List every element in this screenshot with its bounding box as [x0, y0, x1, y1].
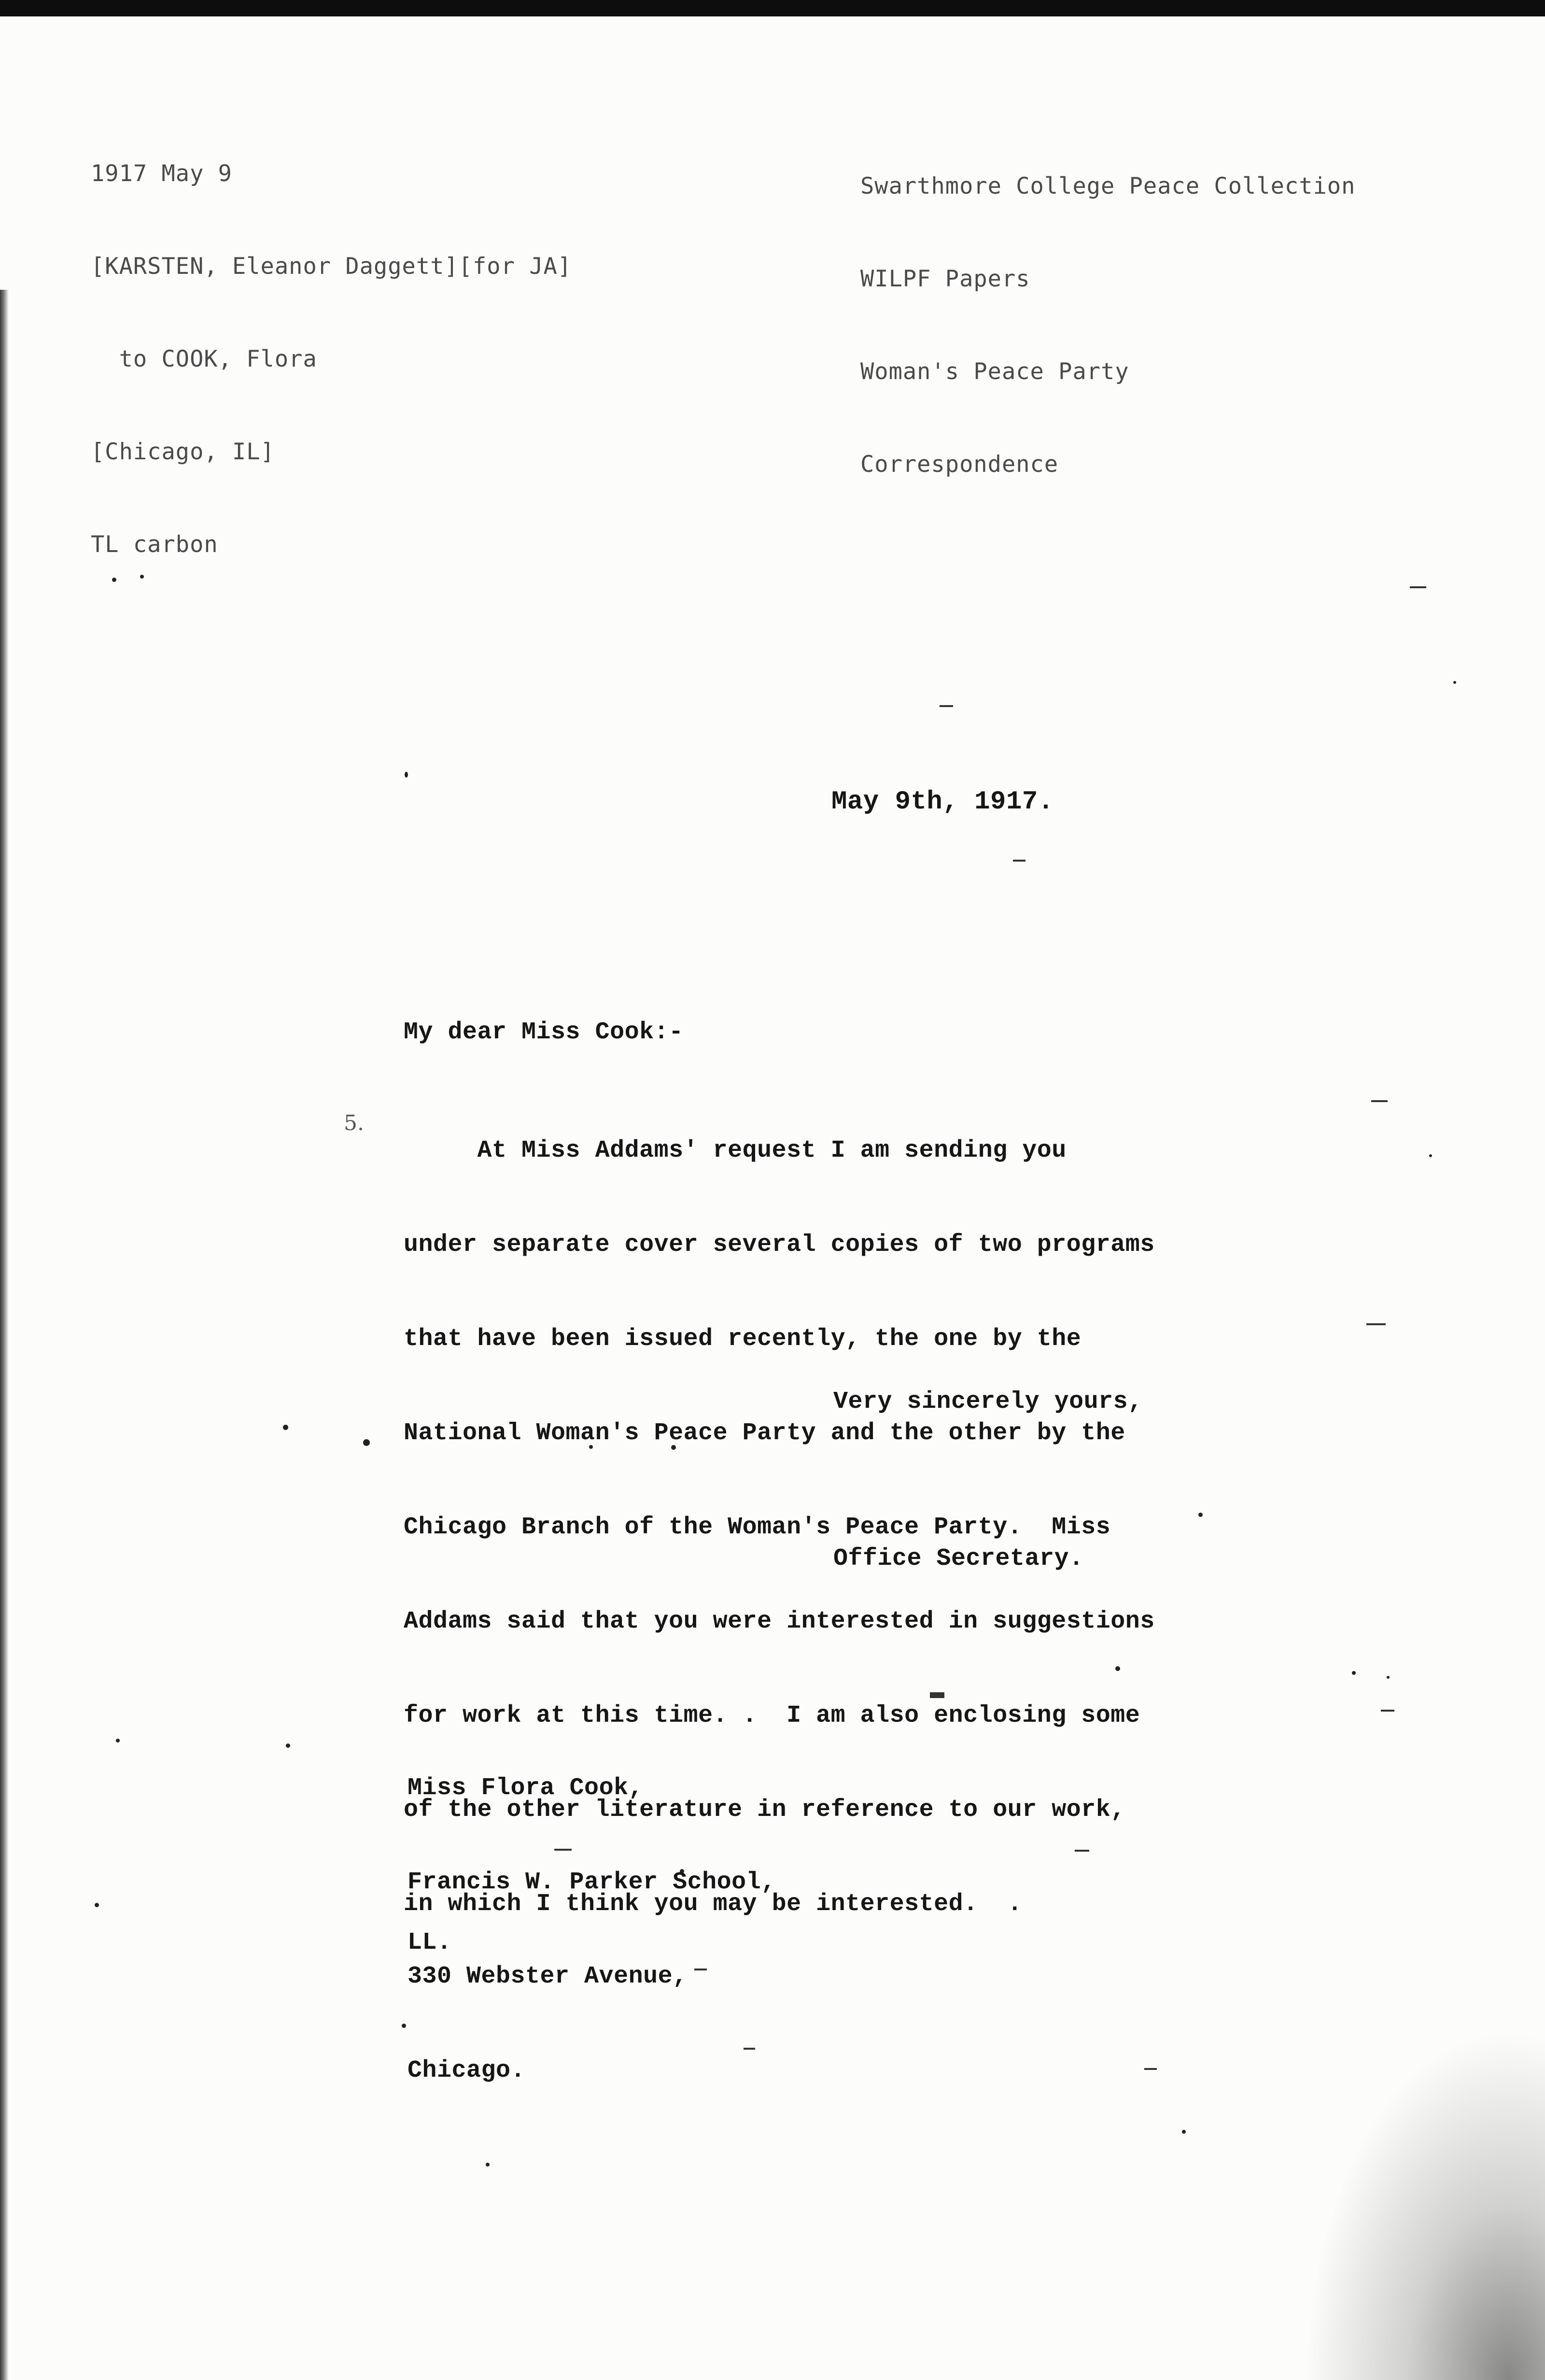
address-line: Miss Flora Cook,	[407, 1774, 644, 1802]
citation-place: [Chicago, IL]	[91, 439, 275, 465]
collection-name: Swarthmore College Peace Collection	[860, 173, 1356, 199]
citation-recipient: to COOK, Flora	[91, 346, 317, 372]
body-line: under separate cover several copies of two programs	[404, 1231, 1155, 1259]
typist-initials: LL.	[407, 1929, 452, 1956]
citation-date: 1917 May 9	[91, 160, 232, 187]
scan-corner-shadow	[1304, 2028, 1545, 2380]
address-line: 330 Webster Avenue,	[407, 1963, 688, 1990]
recipient-address	[407, 1710, 776, 2149]
archival-citation	[91, 97, 572, 622]
address-line: Chicago.	[407, 2057, 526, 2084]
letter-date: May 9th, 1917.	[831, 787, 1054, 817]
body-line: that have been issued recently, the one by the	[404, 1325, 1082, 1353]
collection-subseries: Woman's Peace Party	[860, 358, 1129, 385]
body-line: Addams said that you were interested in suggestions	[404, 1608, 1155, 1635]
collection-folder: Correspondence	[860, 451, 1059, 478]
letter-closing: Very sincerely yours,	[833, 1388, 1143, 1416]
collection-series: WILPF Papers	[860, 266, 1030, 292]
citation-type: TL carbon	[91, 531, 218, 558]
archival-collection	[860, 109, 1355, 542]
letter-salutation: My dear Miss Cook:-	[404, 1019, 684, 1046]
scan-top-border	[0, 0, 1545, 16]
address-line: Francis W. Parker School,	[407, 1869, 776, 1896]
citation-author: [KARSTEN, Eleanor Daggett][for JA]	[91, 253, 572, 280]
letter-signature: Office Secretary.	[833, 1545, 1084, 1572]
body-line: for work at this time. . I am also enclosing some	[404, 1702, 1140, 1729]
margin-pencil-mark: 5.	[344, 1111, 364, 1135]
body-line: National Woman's Peace Party and the other by the	[404, 1419, 1125, 1447]
body-line: of the other literature in reference to our work,	[404, 1796, 1125, 1824]
body-line: At Miss Addams' request I am sending you	[404, 1137, 1067, 1164]
body-line: in which I think you may be interested. .	[404, 1890, 1023, 1918]
scan-left-edge-shadow	[0, 290, 9, 2380]
body-line: Chicago Branch of the Woman's Peace Party. Miss	[404, 1514, 1111, 1541]
